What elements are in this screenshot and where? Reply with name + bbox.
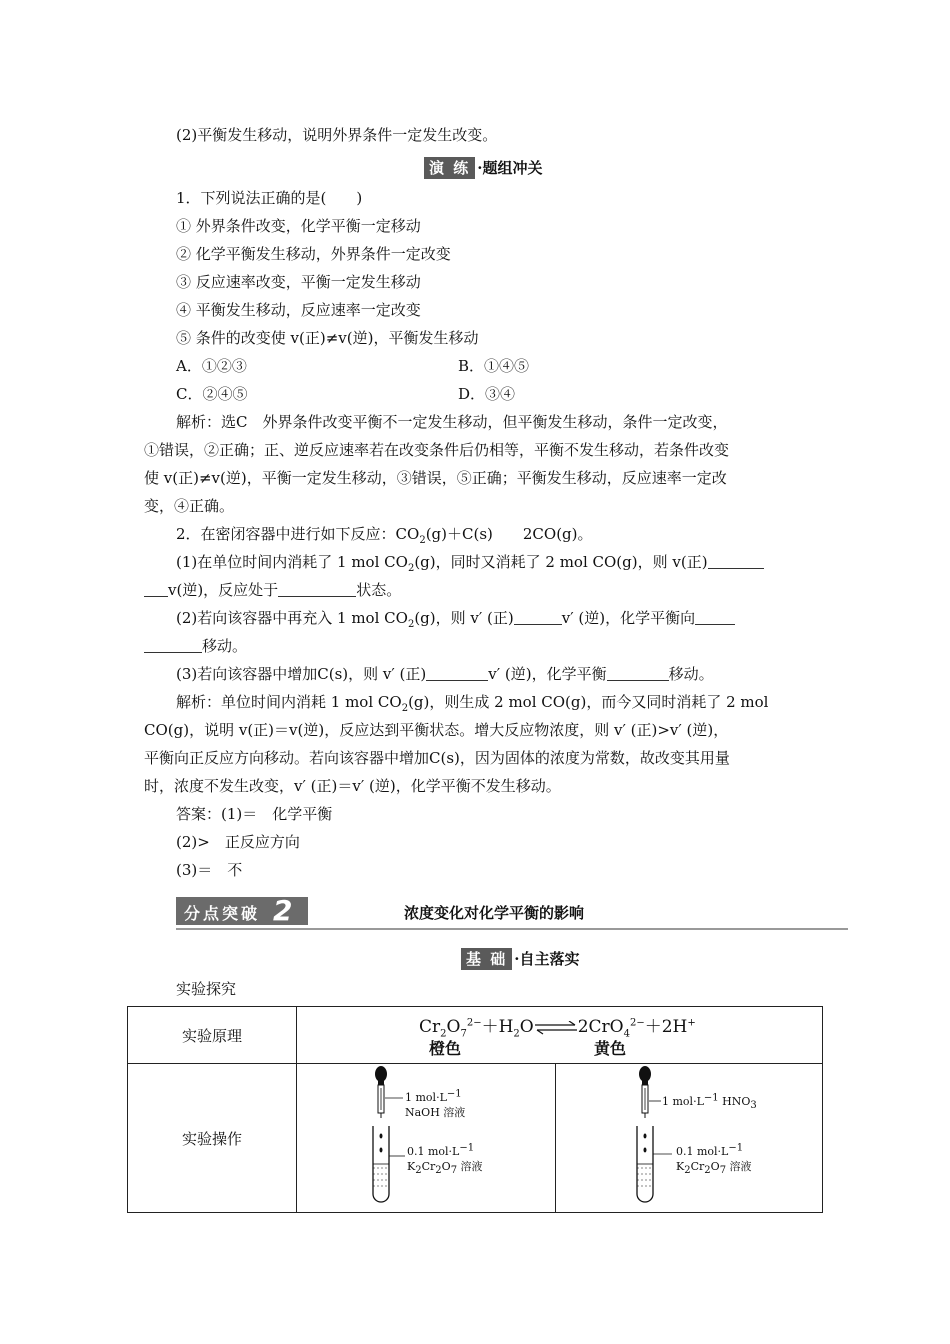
- color-right: 黄色: [594, 1039, 627, 1058]
- reaction-equation: $Cr_2O_7^{2-}+H_2O$ 2CrO$_4^{2-}$＋2H+ 橙色 黄色: [419, 1017, 696, 1058]
- section-label-box: [176, 894, 308, 927]
- analysis-2-line-1: 解析：单位时间内消耗 1 mol $CO_2(g)$，则生成 2 mol CO(g)，而今又同时消耗了 2 mol: [176, 693, 769, 714]
- question-1-statement-1: ① 外界条件改变，化学平衡一定移动: [176, 217, 421, 235]
- color-left: 橙色: [429, 1039, 462, 1058]
- analysis-1-line-2: ①错误，②正确；正、逆反应速率若在改变条件后仍相等，平衡不发生移动，若条件改变: [144, 441, 730, 459]
- answer-blank[interactable]: [144, 582, 168, 597]
- equilibrium-arrow-icon: [535, 1021, 577, 1035]
- answer-blank[interactable]: [695, 610, 735, 625]
- paragraph-conclusion-2: (2)平衡发生移动，说明外界条件一定发生改变。: [176, 126, 498, 144]
- option-d: D．③④: [458, 385, 516, 403]
- practice-title: ·题组冲关: [477, 159, 543, 177]
- question-1-statement-3: ③ 反应速率改变，平衡一定发生移动: [176, 273, 421, 291]
- section-label: 分点突破: [184, 904, 261, 923]
- naoh-reagent-label: 1 $mol\cdot L^{-1}$ NaOH 溶液: [405, 1088, 466, 1119]
- answer-1: 答案：(1)＝ 化学平衡: [176, 805, 333, 823]
- section-divider: [176, 928, 848, 930]
- question-1-statement-5: ⑤ 条件的改变使 v(正)≠v(逆)，平衡发生移动: [176, 329, 479, 347]
- answer-blank[interactable]: [607, 666, 669, 681]
- question-2-stem: 2．在密闭容器中进行如下反应：$CO_2(g)+C(s)$ 2CO(g)。: [176, 525, 593, 546]
- practice-badge: 演 练: [424, 157, 475, 179]
- analysis-2-line-2: CO(g)，说明 v(正)＝v(逆)，反应达到平衡状态。增大反应物浓度，则 v′ (正)>v′ (逆)，: [144, 721, 729, 739]
- question-2-part-2-line-2: 移动。: [144, 636, 247, 656]
- section-number: 2: [273, 894, 293, 927]
- question-2-part-1-line-1: (1)在单位时间内消耗了 1 mol $CO_2(g)$，同时又消耗了 2 mol CO(g)，则 v(正): [176, 552, 764, 572]
- principle-cell: [297, 1007, 823, 1064]
- naoh-apparatus: [297, 1064, 555, 1212]
- section-title: 浓度变化对化学平衡的影响: [404, 904, 585, 922]
- option-b: B．①④⑤: [458, 357, 530, 375]
- experiment-heading: 实验探究: [176, 980, 237, 998]
- option-c: C．②④⑤: [176, 385, 248, 403]
- hno3-reagent-label: 1 $mol\cdot L^{-1}$ $HNO_3$: [662, 1092, 757, 1112]
- operation-label: 实验操作: [128, 1064, 297, 1213]
- section-header: [176, 894, 848, 930]
- basics-badge: 基 础: [461, 948, 512, 970]
- analysis-1-line-1: 解析：选C 外界条件改变平衡不一定发生移动，但平衡发生移动，条件一定改变，: [176, 413, 728, 431]
- question-1-statement-2: ② 化学平衡发生移动，外界条件一定改变: [176, 245, 451, 263]
- dichromate-label-right: 0.1 $mol\cdot L^{-1}$ $K_2Cr_2O_7$ 溶液: [676, 1142, 752, 1177]
- operation-left-cell: [297, 1064, 556, 1213]
- dichromate-label-left: 0.1 $mol\cdot L^{-1}$ $K_2Cr_2O_7$ 溶液: [407, 1142, 483, 1177]
- question-1-stem: 1．下列说法正确的是( ): [176, 189, 363, 207]
- hno3-apparatus: [556, 1064, 822, 1212]
- analysis-1-line-4: 变，④正确。: [144, 497, 235, 515]
- analysis-2-line-4: 时，浓度不发生改变，v′ (正)＝v′ (逆)，化学平衡不发生移动。: [144, 777, 561, 795]
- basics-header: [461, 948, 579, 970]
- principle-label: 实验原理: [128, 1007, 297, 1064]
- analysis-2-line-3: 平衡向正反应方向移动。若向该容器中增加C(s)，因为固体的浓度为常数，故改变其用量: [144, 749, 730, 767]
- analysis-1-line-3: 使 v(正)≠v(逆)，平衡一定发生移动，③错误，⑤正确；平衡发生移动，反应速率一定改: [144, 469, 727, 487]
- practice-header: [424, 157, 542, 179]
- answer-3: (3)＝ 不: [176, 861, 243, 879]
- question-2-part-3: (3)若向该容器中增加C(s)，则 v′ (正) v′ (逆)，化学平衡 移动。: [176, 665, 714, 683]
- basics-title: ·自主落实: [514, 950, 580, 968]
- experiment-table: [127, 1006, 823, 1213]
- operation-right-cell: [556, 1064, 823, 1213]
- question-2-part-1-line-2: v(逆)，反应处于 状态。: [144, 580, 401, 600]
- question-2-part-2-line-1: (2)若向该容器中再充入 1 mol $CO_2(g)$，则 v′ (正) v′ (逆)，化学平衡向: [176, 608, 735, 628]
- dropper-test-tube-icon: [297, 1064, 555, 1212]
- dropper-test-tube-icon: [556, 1064, 822, 1212]
- answer-blank[interactable]: [426, 666, 488, 681]
- answer-blank[interactable]: [708, 554, 764, 569]
- answer-blank[interactable]: [278, 582, 356, 597]
- answer-2: (2)> 正反应方向: [176, 833, 300, 851]
- option-a: A．①②③: [176, 357, 247, 375]
- answer-blank[interactable]: [144, 638, 202, 653]
- answer-blank[interactable]: [514, 610, 562, 625]
- question-1-statement-4: ④ 平衡发生移动，反应速率一定改变: [176, 301, 421, 319]
